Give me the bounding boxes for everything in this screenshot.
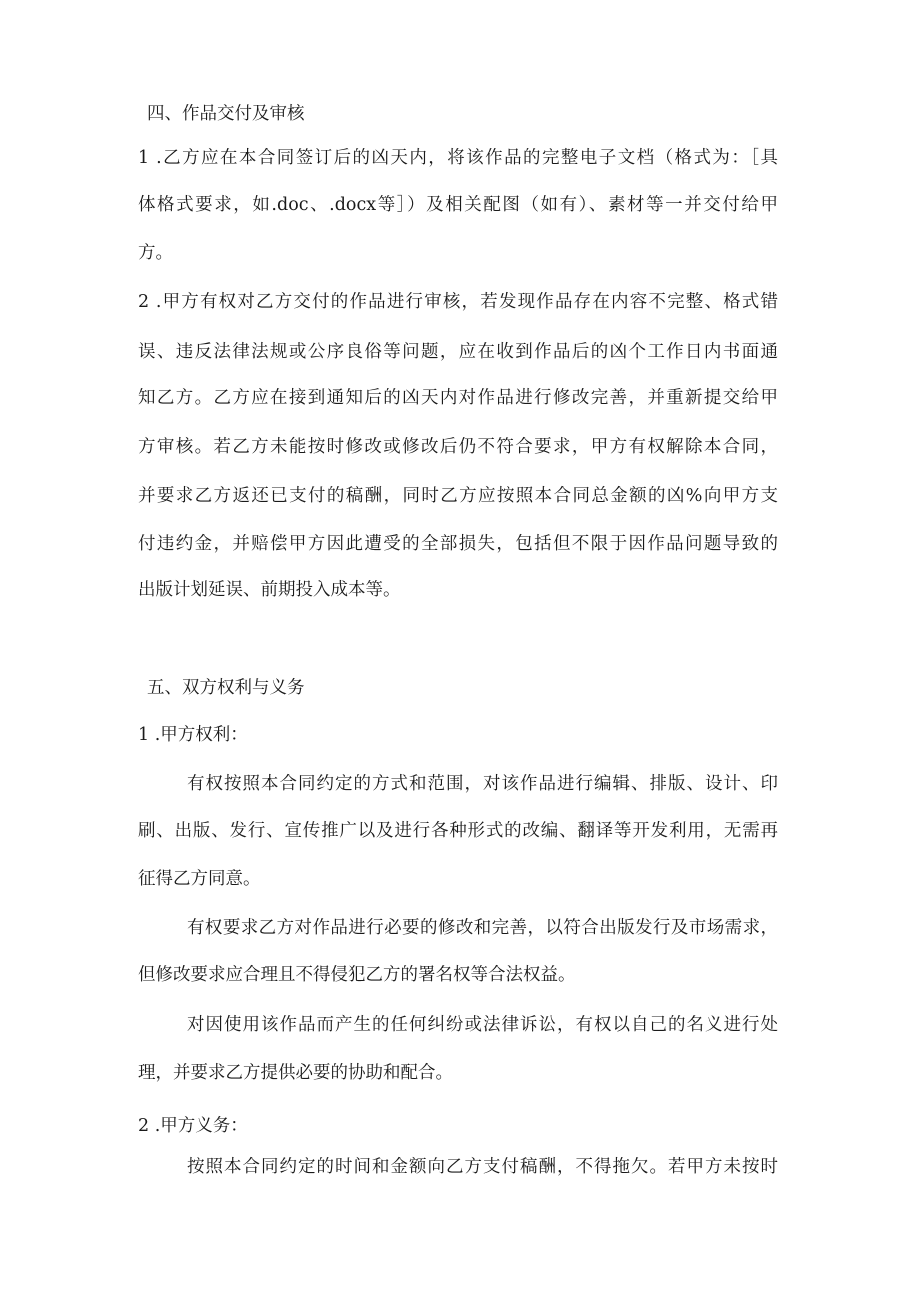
section-4-item-2-line-3: 知乙方。乙方应在接到通知后的凶天内对作品进行修改完善，并重新提交给甲 [138, 388, 778, 408]
section-5-item-1-para-1-line-1: 有权按照本合同约定的方式和范围，对该作品进行编辑、排版、设计、印 [187, 774, 778, 794]
section-4-item-2-line-2: 误、违反法律法规或公序良俗等问题，应在收到作品后的凶个工作日内书面通 [138, 342, 778, 362]
section-5-item-1-para-2-line-2: 但修改要求应合理且不得侵犯乙方的署名权等合法权益。 [138, 965, 576, 985]
section-5-item-2-para-1-line-1: 按照本合同约定的时间和金额向乙方支付稿酬，不得拖欠。若甲方未按时 [187, 1157, 778, 1177]
section-4-item-1-line-3: 方。 [138, 243, 173, 263]
section-4-heading: 四、作品交付及审核 [147, 104, 305, 124]
section-4-item-2-line-5: 并要求乙方返还已支付的稿酬，同时乙方应按照本合同总金额的凶%向甲方支 [138, 486, 778, 506]
section-5-item-2-title: 2 .甲方义务： [138, 1116, 248, 1136]
section-4-item-2-line-6: 付违约金，并赔偿甲方因此遭受的全部损失，包括但不限于因作品问题导致的 [138, 534, 778, 554]
section-5-item-1-para-2-line-1: 有权要求乙方对作品进行必要的修改和完善，以符合出版发行及市场需求， [187, 918, 778, 938]
section-5-item-1-para-3-line-2: 理，并要求乙方提供必要的协助和配合。 [138, 1063, 453, 1083]
section-5-item-1-para-1-line-2: 刷、出版、发行、宣传推广以及进行各种形式的改编、翻译等开发利用，无需再 [138, 821, 778, 841]
section-4-item-2-line-7: 出版计划延误、前期投入成本等。 [138, 580, 401, 600]
section-4-item-2-line-4: 方审核。若乙方未能按时修改或修改后仍不符合要求，甲方有权解除本合同， [138, 437, 778, 457]
section-5-item-1-para-1-line-3: 征得乙方同意。 [138, 869, 261, 889]
section-4-item-1-line-1: 1 .乙方应在本合同签订后的凶天内，将该作品的完整电子文档（格式为：［具 [138, 148, 778, 168]
section-4-item-2-line-1: 2 .甲方有权对乙方交付的作品进行审核，若发现作品存在内容不完整、格式错 [138, 292, 778, 312]
section-5-item-1-title: 1 .甲方权利： [138, 725, 248, 745]
section-5-item-1-para-3-line-1: 对因使用该作品而产生的任何纠纷或法律诉讼，有权以自己的名义进行处 [187, 1015, 778, 1035]
section-5-heading: 五、双方权利与义务 [147, 678, 305, 698]
section-4-item-1-line-2: 体格式要求，如.doc、.docx等］）及相关配图（如有）、素材等一并交付给甲 [138, 195, 778, 215]
